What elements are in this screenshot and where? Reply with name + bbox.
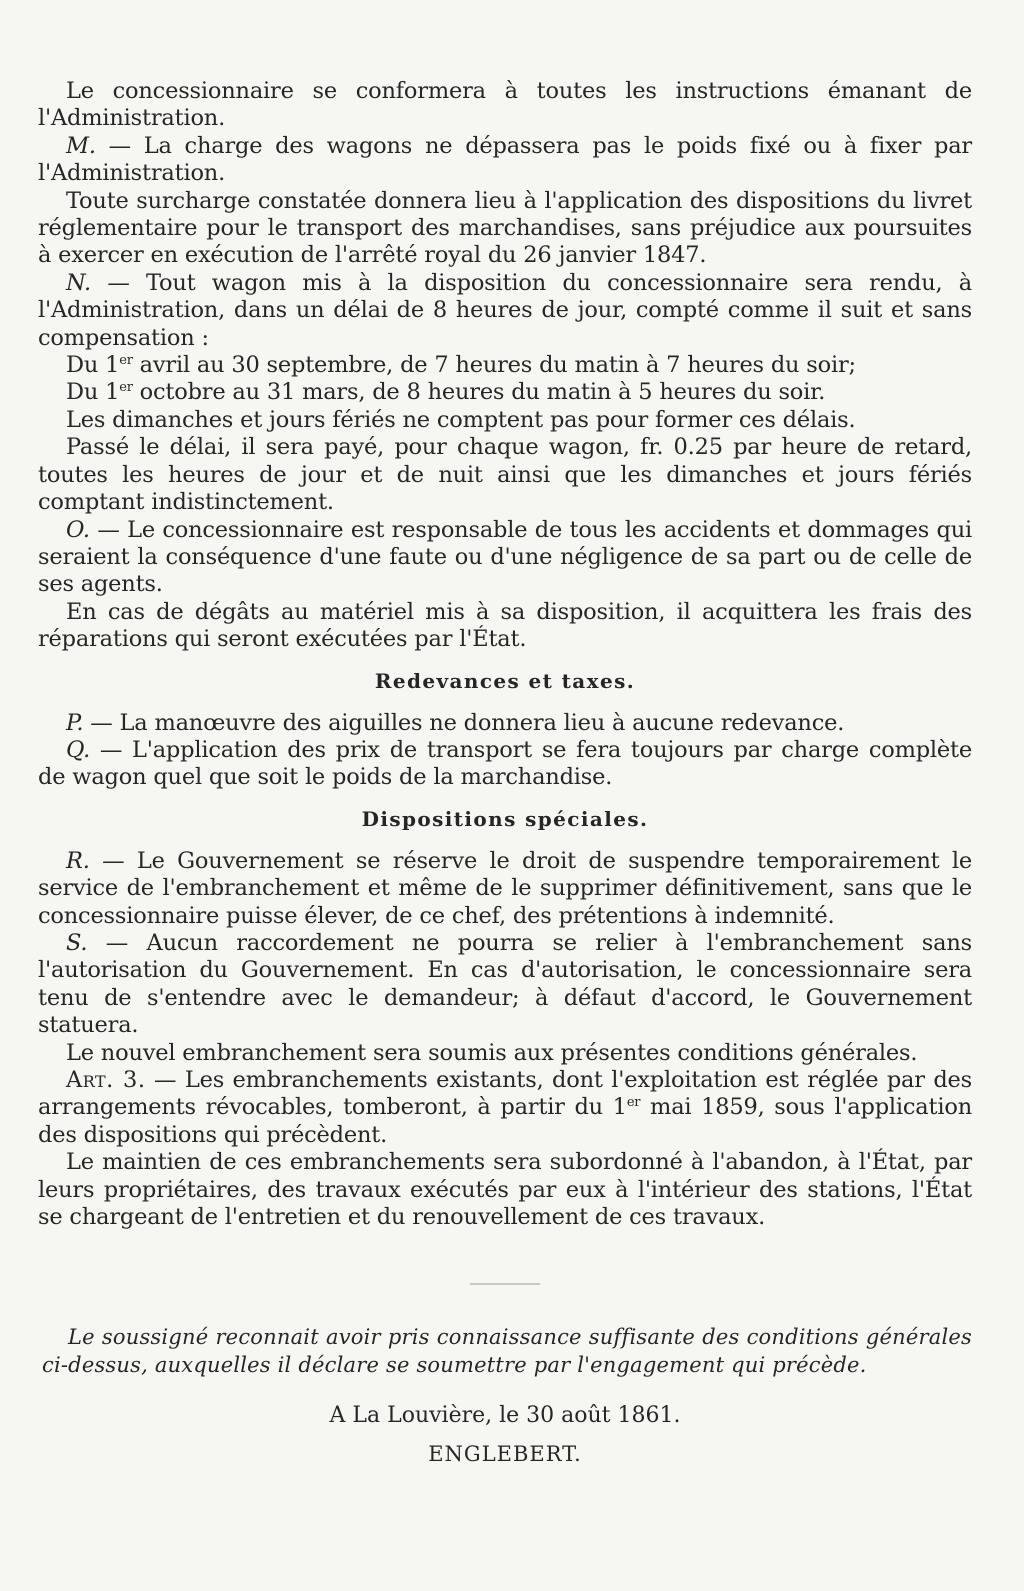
paragraph-maintenance: Le maintien de ces embranchements sera subordonné à l'abandon, à l'État, par leurs propriétaires, des travaux exécutés par eux à l'intérieur des stations, l'État se chargeant de l'entretien et du renouvellement de ces travaux. bbox=[38, 1149, 972, 1231]
period-winter-b: octobre au 31 mars, de 8 heures du matin à 5 heures du soir. bbox=[132, 379, 826, 406]
period-summer-sup: er bbox=[119, 353, 133, 369]
clause-label-p: P. bbox=[66, 709, 84, 736]
place-date: A La Louvière, le 30 août 1861. bbox=[329, 1403, 681, 1429]
paragraph-p bbox=[38, 710, 972, 737]
paragraph-n bbox=[38, 270, 972, 352]
clause-label-o: O. bbox=[66, 516, 90, 543]
paragraph-new-branch: Le nouvel embranchement sera soumis aux présentes conditions générales. bbox=[66, 1039, 918, 1066]
clause-text-q: — L'application des prix de transport se fera toujours par charge complète de wagon quel que soit le poids de la marchandise. bbox=[38, 736, 972, 791]
clause-text-n: — Tout wagon mis à la disposition du concessionnaire sera rendu, à l'Administration, dans un délai de 8 heures de jour, compté comme il suit et sans compensation : bbox=[38, 269, 972, 351]
section-heading-redevances: Redevances et taxes. bbox=[374, 668, 636, 693]
clause-label-s: S. bbox=[66, 929, 88, 956]
section-heading-dispositions: Dispositions spéciales. bbox=[361, 806, 649, 831]
paragraph-period-summer bbox=[38, 352, 972, 379]
paragraph-o bbox=[38, 517, 972, 599]
paragraph-instructions: Le concessionnaire se conformera à toutes les instructions émanant de l'Administration. bbox=[38, 78, 972, 132]
clause-label-r: R. bbox=[66, 847, 90, 874]
paragraph-m bbox=[38, 133, 972, 188]
acknowledgement-text: Le soussigné reconnait avoir pris connaissance suffisante des conditions générales ci-dessus, auxquelles il déclare se soumettre par l'engagement qui précède. bbox=[42, 1325, 972, 1378]
clause-label-m: M. bbox=[66, 132, 96, 159]
paragraph-sundays: Les dimanches et jours fériés ne comptent pas pour former ces délais. bbox=[66, 406, 856, 433]
paragraph-article-3 bbox=[38, 1067, 972, 1149]
paragraph-surcharge: Toute surcharge constatée donnera lieu à l'application des dispositions du livret réglementaire pour le transport des marchandises, sans préjudice aux poursuites à exercer en exécution de l'arrêté royal du 26 janvier 1847. bbox=[38, 187, 972, 269]
separator-rule bbox=[470, 1283, 540, 1285]
clause-text-m: — La charge des wagons ne dépassera pas le poids fixé ou à fixer par l'Administration. bbox=[38, 132, 972, 187]
paragraph-s bbox=[38, 930, 972, 1040]
period-winter-sup: er bbox=[119, 380, 133, 396]
paragraph-delay-fee: Passé le délai, il sera payé, pour chaque wagon, fr. 0.25 par heure de retard, toutes les heures de jour et de nuit ainsi que les dimanches et jours fériés comptant indistinctement. bbox=[38, 434, 972, 516]
paragraph-damages: En cas de dégâts au matériel mis à sa disposition, il acquittera les frais des réparations qui seront exécutées par l'État. bbox=[38, 598, 972, 653]
clause-label-n: N. bbox=[66, 269, 92, 296]
clause-text-r: — Le Gouvernement se réserve le droit de suspendre temporairement le service de l'embranchement et même de le supprimer définitivement, sans que le concessionnaire puisse élever, de ce chef, des prétentions à indemnité. bbox=[38, 847, 972, 929]
article-text-a: — Les embranchements existants, dont l'exploitation est réglée par des arrangements révocables, tomberont, à partir du 1 bbox=[38, 1067, 972, 1121]
paragraph-r bbox=[38, 848, 972, 930]
clause-text-s: — Aucun raccordement ne pourra se relier à l'embranchement sans l'autorisation du Gouvernement. En cas d'autorisation, le concessionnaire sera tenu de s'entendre avec le demandeur; à défaut d'accord, le Gouvernement statuera. bbox=[38, 929, 972, 1039]
signature: ENGLEBERT. bbox=[428, 1442, 582, 1467]
article-sup: er bbox=[626, 1095, 641, 1111]
period-summer-b: avril au 30 septembre, de 7 heures du matin à 7 heures du soir; bbox=[132, 352, 856, 379]
paragraph-period-winter bbox=[38, 379, 972, 406]
article-label: Art. 3. bbox=[66, 1067, 146, 1093]
period-summer-a: Du 1 bbox=[66, 352, 120, 379]
clause-text-o: — Le concessionnaire est responsable de tous les accidents et dommages qui seraient la conséquence d'une faute ou d'une négligence de sa part ou de celle de ses agents. bbox=[38, 516, 972, 598]
article-text-b: mai 1859, sous l'application des dispositions qui précèdent. bbox=[38, 1094, 972, 1148]
period-winter-a: Du 1 bbox=[66, 379, 120, 406]
paragraph-q bbox=[38, 737, 972, 792]
clause-label-q: Q. bbox=[66, 736, 91, 763]
clause-text-p: — La manœuvre des aiguilles ne donnera lieu à aucune redevance. bbox=[83, 709, 845, 736]
